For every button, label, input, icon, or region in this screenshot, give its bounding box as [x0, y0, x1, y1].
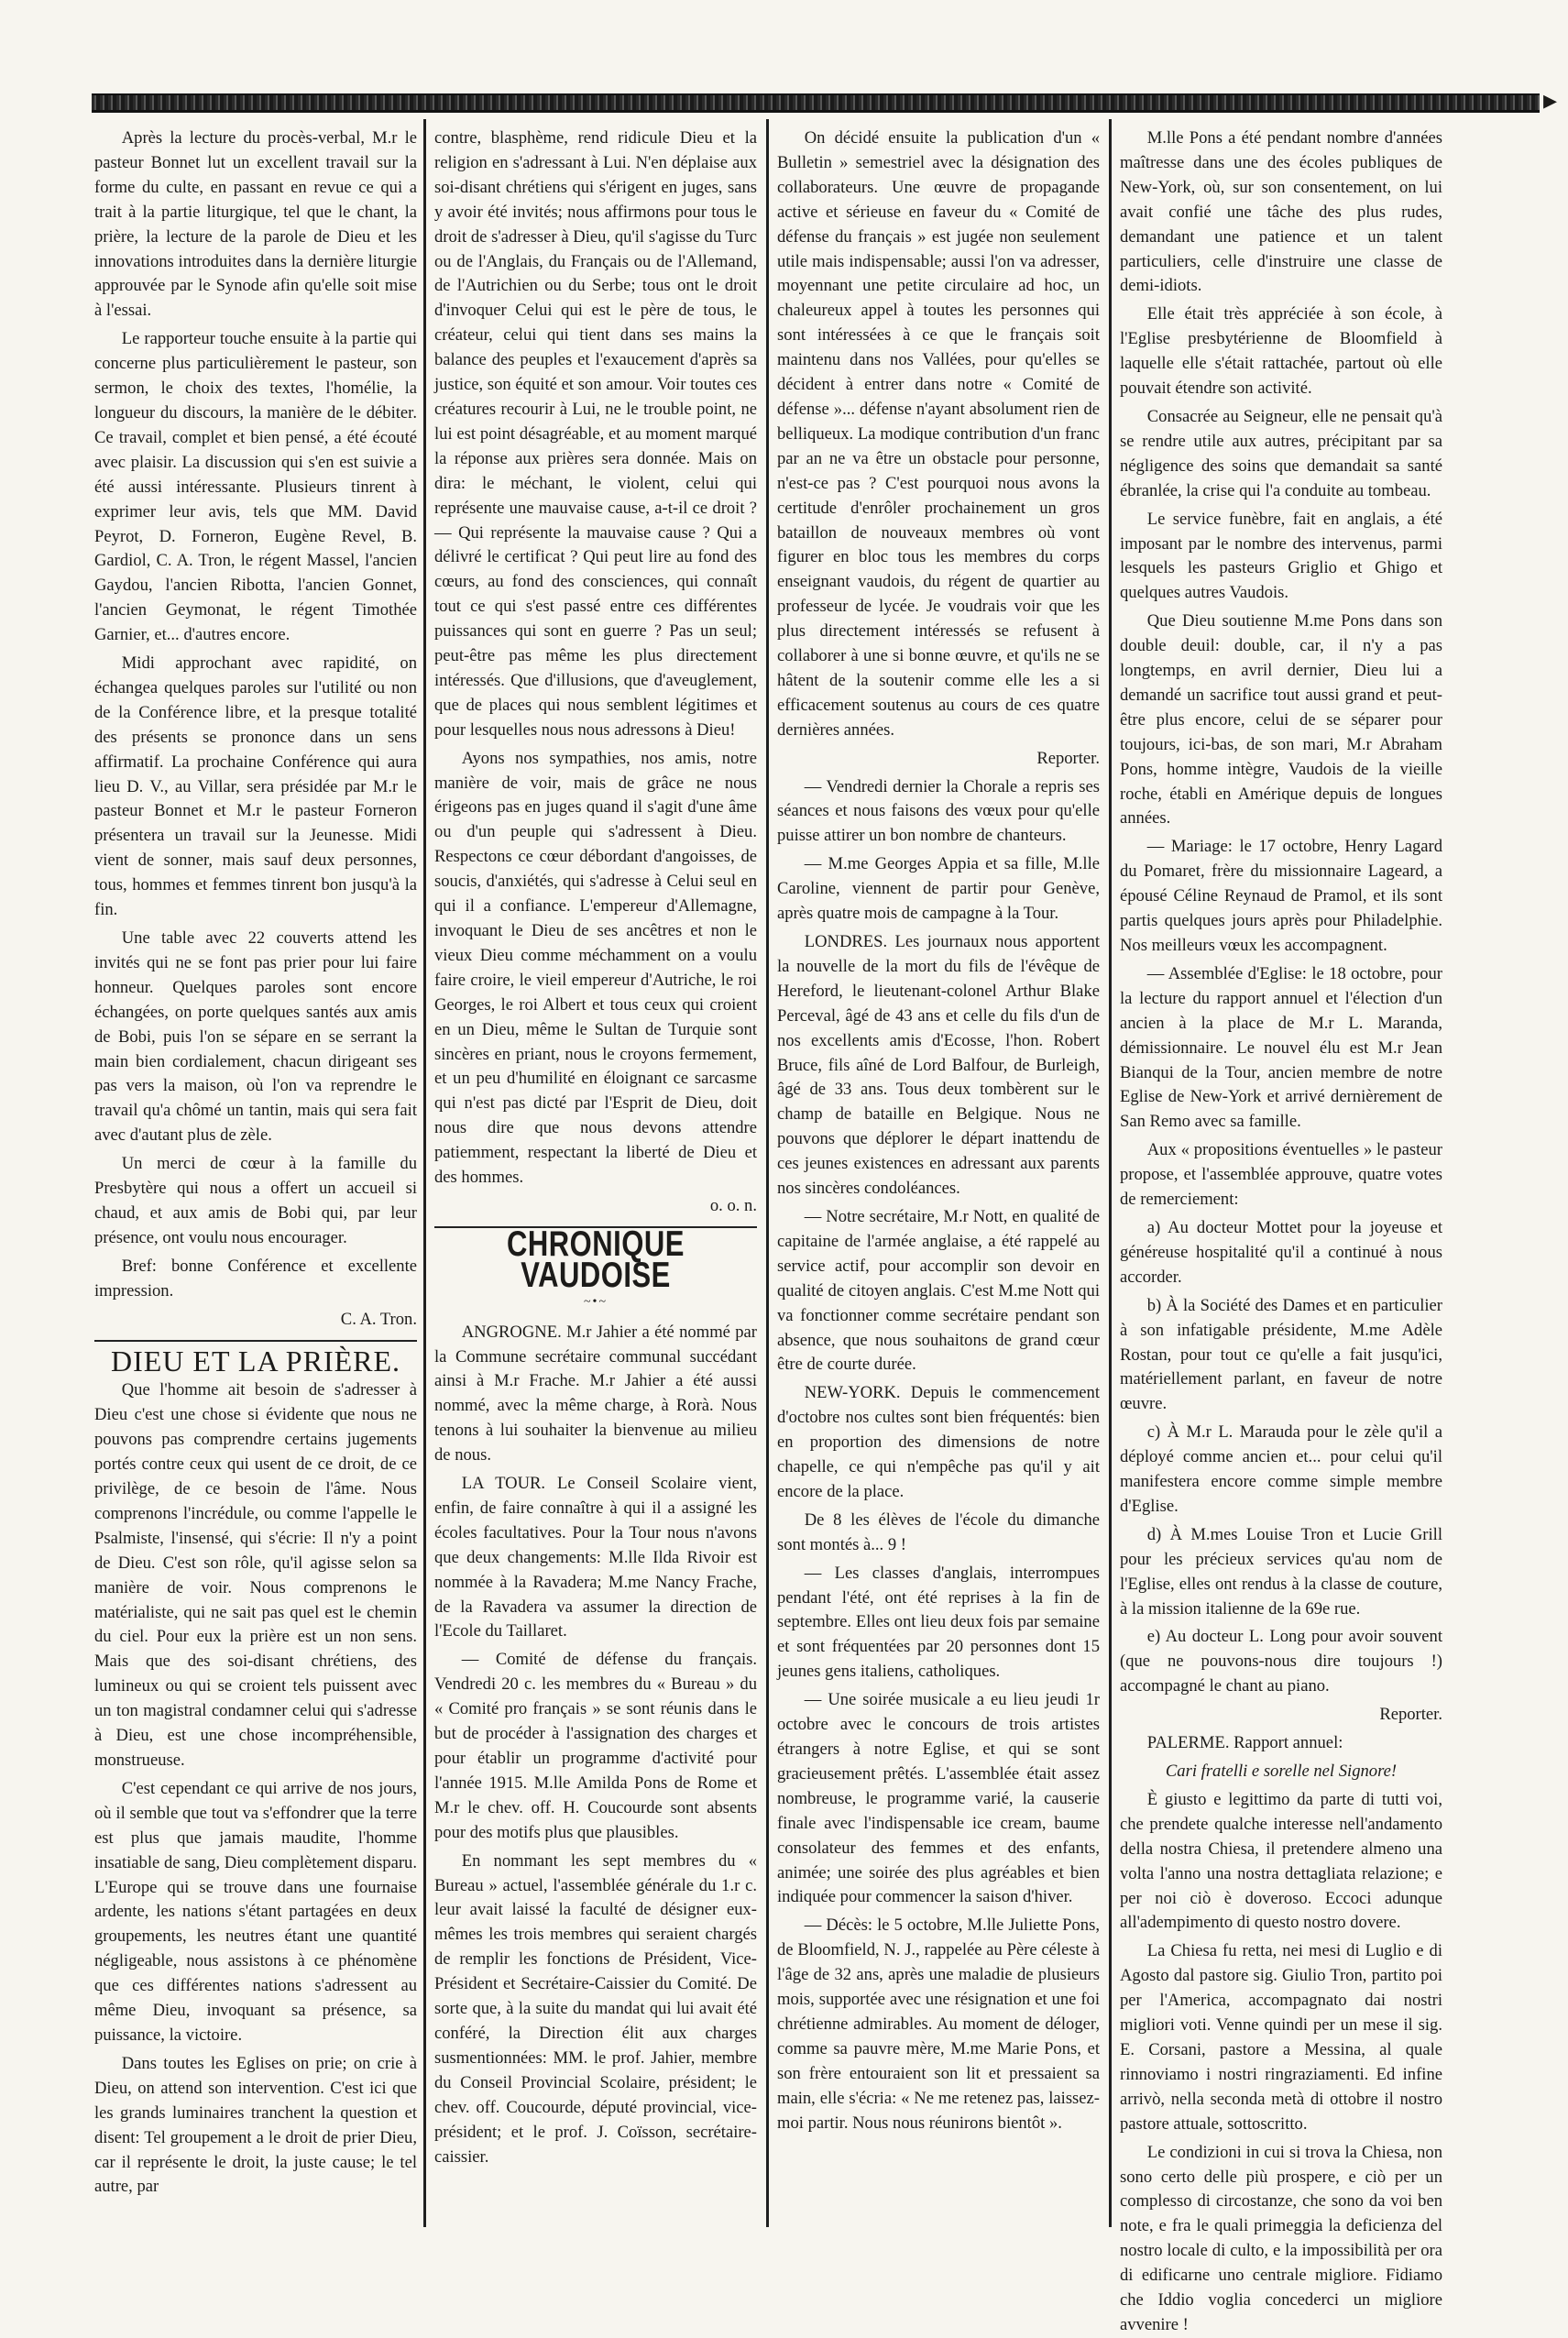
paragraph: On décidé ensuite la publication d'un « Bulletin » semestriel avec la désignation des collaborateurs. Une œuvre de propagande active et sérieuse en faveur du « Comité de défense du français » est jugée non seulement utile mais indispensable; aussi l'on va adresser, moyennant une petite circulaire ad hoc, un chaleureux appel à toutes les personnes qui sont intéressées à ce que le français soit maintenu dans nos Vallées, pour qu'elles se décident à entrer dans notre « Comité de défense »... défense n'ayant absolument rien de belliqueux. La modique contribution d'un franc par an ne va être un obstacle pour personne, n'est-ce pas ? C'est pourquoi nous avons la certitude d'enrôler prochainement un gros bataillon de nouveaux membres où vont figurer en bloc tous les membres du corps enseignant vaudois, du régent de quartier au professeur de lycée. Je voudrais voir que les plus directement intéressés se refusent à collaborer à une si bonne œuvre, et qu'ils ne se hâtent de la soutenir comme elle les a si efficacement soutenus au cours de ces quatre dernières années.	[777, 128, 1100, 740]
paragraph: a) Au docteur Mottet pour la joyeuse et généreuse hospitalité qu'il a continué à nous accorder.	[1120, 1217, 1442, 1287]
section-divider	[94, 1340, 417, 1342]
paragraph: — Assemblée d'Eglise: le 18 octobre, pour la lecture du rapport annuel et l'élection d'un ancien à la place de M.r L. Maranda, démissionnaire. Le nouvel élu est M.r Jean Bianqui de la Tour, ancien membre de notre Eglise de New-York et arrivé dernièrement de San Remo avec sa famille.	[1120, 963, 1442, 1132]
column-rule-2	[766, 119, 769, 2227]
signature: o. o. n.	[709, 1195, 757, 1215]
paragraph: c) À M.r L. Marauda pour le zèle qu'il a déployé comme ancien et... pour celui qu'il manifestera encore comme simple membre d'Eglise.	[1120, 1422, 1442, 1516]
paragraph: contre, blasphème, rend ridicule Dieu et la religion en s'adressant à Lui. N'en déplaise aux soi-disant chrétiens qui s'érigent en juges, sans y avoir été invités; nous affirmons pour tous le droit de s'adresser à Dieu, qu'il s'agisse du Turc ou de l'Anglais, du Français ou de l'Allemand, de l'Autrichien ou du Serbe; tous ont le droit d'invoquer Celui qui est le père de tous, le créateur, celui qui tient dans ses mains la balance des peuples et l'exaucement d'après sa justice, son équité et son amour. Voir toutes ces créatures recourir à Lui, ne le trouble point, ne lui est point désagréable, et au moment marqué la réponse aux prières sera donnée. Mais on dira: le méchant, le violent, celui qui représente une mauvaise cause, a-t-il ce droit ? — Qui représente la mauvaise cause ? Qui a délivré le certificat ? Qui peut lire au fond des cœurs, au fond des consciences, qui connaît tout ce qui s'est passé entre ces différentes puissances qui sont en guerre ? Pas un seul; peut-être pas même les plus directement intéressés. Que d'illusions, que d'aveuglement, que de places qui nous semblent légitimes et pour lesquelles nous nous adressons à Dieu!	[434, 128, 757, 740]
paragraph: Une table avec 22 couverts attend les invités qui ne se font pas prier pour lui faire honneur. Quelques paroles sont encore échangées, on porte quelques santés aux amis de Bobi, puis l'on se sépare en se serrant la main bien cordialement, chacun dirigeant ses pas vers la maison, où l'on va reprendre le travail qu'a chômé un tantin, mais qui sera fait avec d'autant plus de zèle.	[94, 928, 417, 1146]
signature: Reporter.	[1036, 748, 1100, 768]
column-3	[777, 126, 1100, 2225]
paragraph: — Les classes d'anglais, interrompues pendant l'été, ont été reprises à la fin de septembre. Elles ont lieu deux fois par semaine et sont fréquentées par 20 personnes dont 15 jeunes gens italiens, catholiques.	[777, 1563, 1100, 1682]
paragraph: Un merci de cœur à la famille du Presbytère qui nous a offert un accueil si chaud, et aux amis de Bobi qui, par leur présence, ont voulu nous encourager.	[94, 1154, 417, 1247]
paragraph: d) À M.mes Louise Tron et Lucie Grill pour les précieux services qu'au nom de l'Eglise, elles ont rendus à la classe de couture, à la mission italienne de la 69e rue.	[1120, 1524, 1442, 1619]
column-rule-3	[1109, 119, 1112, 2227]
paragraph: — Vendredi dernier la Chorale a repris ses séances et nous faisons des vœux pour qu'elle puisse attirer un bon nombre de chanteurs.	[777, 776, 1100, 846]
paragraph: Consacrée au Seigneur, elle ne pensait qu'à se rendre utile aux autres, précipitant par sa négligence des soins que demandait sa santé ébranlée, la crise qui l'a conduite au tombeau.	[1120, 406, 1442, 500]
paragraph: De 8 les élèves de l'école du dimanche sont montés à... 9 !	[777, 1509, 1100, 1554]
paragraph: Aux « propositions éventuelles » le pasteur propose, et l'assemblée approuve, quatre votes de remerciement:	[1120, 1140, 1442, 1210]
paragraph: — M.me Georges Appia et sa fille, M.lle Caroline, viennent de partir pour Genève, après quatre mois de campagne à la Tour.	[777, 854, 1100, 924]
paragraph: Le condizioni in cui si trova la Chiesa, non sono certo delle più prospere, e ciò per un complesso di circostanze, che sono da voi ben note, e fra le quali primeggia la deficienza del nostro locale di culto, e la impossibilità per ora di edificarne uno centrale migliore. Fidiamo che Iddio voglia concederci un migliore avvenire !	[1120, 2142, 1442, 2334]
paragraph: Le service funèbre, fait en anglais, a été imposant par le nombre des intervenus, parmi lesquels les pasteurs Griglio et Ghigo et quelques autres Vaudois.	[1120, 509, 1442, 603]
paragraph: Ayons nos sympathies, nos amis, notre manière de voir, mais de grâce ne nous érigeons pas en juges quand il s'agit d'une âme ou d'un peuple qui s'adressent à Dieu. Respectons ce cœur débordant d'angoisses, de soucis, d'anxiétés, qui s'adresse à Celui seul en qui il a confiance. L'empereur d'Allemagne, invoquant le Dieu de ses ancêtres et non le vieux Dieu comme méchamment on a voulu faire croire, le vieil empereur d'Autriche, le roi Georges, le roi Albert et tous ceux qui croient en un Dieu, même le Sultan de Turquie sont sincères en priant, nous le croyons fermement, et un peu d'humilité en éloignant ce sarcasme qui n'est pas dicté par l'Esprit de Dieu, doit nous dire que nous devons attendre patiemment, respectant la liberté de Dieu et des hommes.	[434, 748, 757, 1188]
paragraph: LONDRES. Les journaux nous apportent la nouvelle de la mort du fils de l'évêque de Hereford, le lieutenant-colonel Arthur Blake Perceval, âgé de 43 ans et celle du fils d'un de nos excellents amis d'Ecosse, l'hon. Robert Bruce, fils aîné de Lord Balfour, de Burleigh, âgé de 33 ans. Tous deux tombèrent sur le champ de bataille en Belgique. Nous ne pouvons que déplorer le départ inattendu de ces jeunes existences en adressant aux parents nos sincères condoléances.	[777, 932, 1100, 1199]
paragraph: C'est cependant ce qui arrive de nos jours, où il semble que tout va s'effondrer que la terre est plus que jamais maudite, l'homme insatiable de sang, Dieu complètement disparu. L'Europe qui se trouve dans une fournaise ardente, les nations s'étant partagées en deux groupements, les neutres étant une quantité négligeable, nous assistons à ce phénomène que ces différentes nations s'adressent au même Dieu, invoquant sa présence, sa puissance, la victoire.	[94, 1778, 417, 2045]
paragraph: — Comité de défense du français. Vendredi 20 c. les membres du « Bureau » du « Comité pro français » se sont réunis dans le but de procéder à l'assignation des charges et pour établir un programme d'activité pour l'année 1915. M.lle Amilda Pons de Rome et M.r le chev. off. H. Coucourde sont absents pour des motifs plus que plausibles.	[434, 1650, 757, 1842]
paragraph: Que Dieu soutienne M.me Pons dans son double deuil: double, car, il n'y a pas longtemps, en avril dernier, Dieu lui a demandé un sacrifice tout aussi grand et peut-être plus encore, celui de se séparer pour toujours, ici-bas, de son mari, M.r Abraham Pons, homme intègre, Vaudois de la vieille roche, établi en Amérique depuis de longues années.	[1120, 611, 1442, 829]
column-1	[94, 126, 417, 2225]
paragraph: La Chiesa fu retta, nei mesi di Luglio e di Agosto dal pastore sig. Giulio Tron, partito poi per l'America, accompagnato dai nostri migliori voti. Venne quindi per un mese il sig. E. Corsani, pastore a Messina, al quale rinnoviamo i nostri ringraziamenti. Ed infine arrivò, nella seconda metà di ottobre il nostro pastore attuale, sottoscritto.	[1120, 1941, 1442, 2134]
column-rule-1	[423, 119, 426, 2227]
paragraph: Dans toutes les Eglises on prie; on crie à Dieu, on attend son intervention. C'est ici que les grands luminaires tranchent la question et disent: Tel groupement a le droit de prier Dieu, car il représente le droit, la juste cause; le tel autre, par	[94, 2053, 417, 2197]
paragraph: — Une soirée musicale a eu lieu jeudi 1r octobre avec le concours de trois artistes étrangers à notre Eglise, et qui se sont gracieusement prêtés. L'assemblée était assez nombreuse, le programme varié, la causerie finale avec l'indispensable ice cream, baume consolateur des femmes et des enfants, animée; une soirée des plus agréables et bien indiquée pour commencer la saison d'hiver.	[777, 1690, 1100, 1907]
paragraph: b) À la Société des Dames et en particulier à son infatigable présidente, M.me Adèle Rostan, pour tout ce qu'elle a fait jusqu'ici, matériellement parlant, en faveur de notre œuvre.	[1120, 1295, 1442, 1414]
paragraph: Que l'homme ait besoin de s'adresser à Dieu c'est une chose si évidente que nous ne pouvons pas comprendre certains jugements portés contre ceux qui usent de ce droit, de ce privilège, de ce besoin de l'âme. Nous comprenons l'incrédule, ou comme l'appelle le Psalmiste, l'insensé, qui s'écrie: Il n'y a point de Dieu. C'est son rôle, qu'il agisse selon sa manière de voir. Nous comprenons le matérialiste, qui ne sait pas quel est le chemin du ciel. Pour eux la prière est un non sens. Mais que des soi-disant chrétiens, des lumineux ou qui se croient tels puissent avec un ton magistral condamner celui qui s'adresse à Dieu, est une chose incompréhensible, monstrueuse.	[94, 1380, 417, 1770]
ornament: ~•~	[583, 1294, 609, 1309]
signature: Reporter.	[1379, 1705, 1442, 1725]
section-title: CHRONIQUE VAUDOISE	[507, 1223, 685, 1295]
top-rule	[92, 93, 1540, 113]
paragraph: Le rapporteur touche ensuite à la partie qui concerne plus particulièrement le pasteur, son sermon, le choix des textes, l'homélie, la longueur du discours, la manière de le débiter. Ce travail, complet et bien pensé, a été écouté avec plaisir. La discussion qui s'en est suivie a été aussi intéressante. Plusieurs tinrent à exprimer leur avis, tels que MM. David Peyrot, D. Forneron, Eugène Revel, B. Gardiol, C. A. Tron, le régent Massel, l'ancien Gaydou, l'ancien Ribotta, l'ancien Gonnet, l'ancien Geymonat, le régent Timothée Garnier, et... d'autres encore.	[94, 329, 417, 645]
column-4	[1120, 126, 1442, 2334]
paragraph: ANGROGNE. M.r Jahier a été nommé par la Commune secrétaire communal succédant ainsi à M.r Frache. M.r Jahier a été aussi nommé, avec la même charge, à Rorà. Nous tenons à lui souhaiter la bienvenue au milieu de nous.	[434, 1322, 757, 1465]
paragraph: Bref: bonne Conférence et excellente impression.	[94, 1256, 417, 1301]
paragraph: PALERME. Rapport annuel:	[1146, 1733, 1343, 1753]
paragraph: Midi approchant avec rapidité, on échangea quelques paroles sur l'utilité ou non de la Conférence libre, et la presque totalité des présents se prononce dans un sens affirmatif. La prochaine Conférence qui aura lieu D. V., au Villar, sera présidée par M.r le pasteur Bonnet et M.r le pasteur Forneron présentera un travail sur la Jeunesse. Midi vient de sonner, mais sauf deux personnes, tous, hommes et femmes tinrent bon jusqu'à la fin.	[94, 653, 417, 920]
article-title: DIEU ET LA PRIÈRE.	[110, 1344, 401, 1378]
column-2	[434, 126, 757, 2225]
paragraph: Après la lecture du procès-verbal, M.r le pasteur Bonnet lut un excellent travail sur la forme du culte, en passant en revue ce qui a trait à la partie liturgique, tel que le chant, la prière, la lecture de la parole de Dieu et les innovations introduites dans la dernière liturgie approuvée par le Synode afin qu'elle soit mise à l'essai.	[94, 128, 417, 321]
paragraph: Elle était très appréciée à son école, à l'Eglise presbytérienne de Bloomfield à laquelle elle s'était rattachée, partout où elle pouvait étendre son activité.	[1120, 304, 1442, 399]
paragraph: — Mariage: le 17 octobre, Henry Lagard du Pomaret, frère du missionnaire Lageard, a épousé Céline Reynaud de Pramol, et ils sont partis quelques jours après pour Philadelphie. Nos meilleurs vœux les accompagnent.	[1120, 837, 1442, 955]
paragraph: e) Au docteur L. Long pour avoir souvent (que ne pouvons-nous dire toujours !) accompagné le chant au piano.	[1120, 1627, 1442, 1696]
page-edge-mark: ▸	[1542, 85, 1557, 115]
paragraph: È giusto e legittimo da parte di tutti voi, che prendete qualche interesse nell'andamento della nostra Chiesa, il pretendere almeno una volta l'anno una nostra dettagliata relazione; e per noi ciò è doveroso. Eccoci adunque all'adempimento di questo nostro dovere.	[1120, 1789, 1442, 1933]
paragraph: NEW-YORK. Depuis le commencement d'octobre nos cultes sont bien fréquentés: bien en proportion des dimensions de notre chapelle, ce qui n'empêche pas qu'il y ait encore de la place.	[777, 1383, 1100, 1501]
signature: C. A. Tron.	[340, 1309, 417, 1329]
paragraph: M.lle Pons a été pendant nombre d'années maîtresse dans une des écoles publiques de New-York, où, sur son consentement, on lui avait confié une tâche des plus rudes, demandant une patience et un talent particuliers, celle d'instruire une classe de demi-idiots.	[1120, 128, 1442, 296]
paragraph: En nommant les sept membres du « Bureau » actuel, l'assemblée générale du 1.r c. leur avait laissé la faculté de désigner eux-mêmes les trois membres qui seraient chargés de remplir les fonctions de Président, Vice-Président et Secrétaire-Caissier du Comité. De sorte que, à la suite du mandat qui lui avait été conféré, la Direction élit aux charges susmentionnées: MM. le prof. Jahier, membre du Conseil Provincial Scolaire, président; le chev. off. Coucourde, député provincial, vice-président; et le prof. J. Coïsson, secrétaire-caissier.	[434, 1850, 757, 2167]
paragraph: LA TOUR. Le Conseil Scolaire vient, enfin, de faire connaître à qui il a assigné les écoles facultatives. Pour la Tour nous n'avons que deux changements: M.lle Ilda Rivoir est nommée à la Ravadera; M.me Nancy Frache, de la Ravadera va assumer la direction de l'Ecole du Taillaret.	[434, 1474, 757, 1641]
salutation: Cari fratelli e sorelle nel Signore!	[1165, 1762, 1398, 1781]
paragraph: — Décès: le 5 octobre, M.lle Juliette Pons, de Bloomfield, N. J., rappelée au Père céleste à l'âge de 32 ans, après une maladie de plusieurs mois, supportée avec une résignation et une foi chrétienne admirables. Au moment de déloger, comme sa pauvre mère, M.me Marie Pons, et son frère entouraient son lit et pressaient sa main, elle s'écria: « Ne me retenez pas, laissez-moi partir. Nous nous réunirons bientôt ».	[777, 1915, 1100, 2133]
paragraph: — Notre secrétaire, M.r Nott, en qualité de capitaine de l'armée anglaise, a été rappelé au service actif, pour accomplir son devoir en qualité de citoyen anglais. C'est M.me Nott qui va fonctionner comme secrétaire pendant son absence, que nous souhaitons de grand cœur être de courte durée.	[777, 1206, 1100, 1375]
